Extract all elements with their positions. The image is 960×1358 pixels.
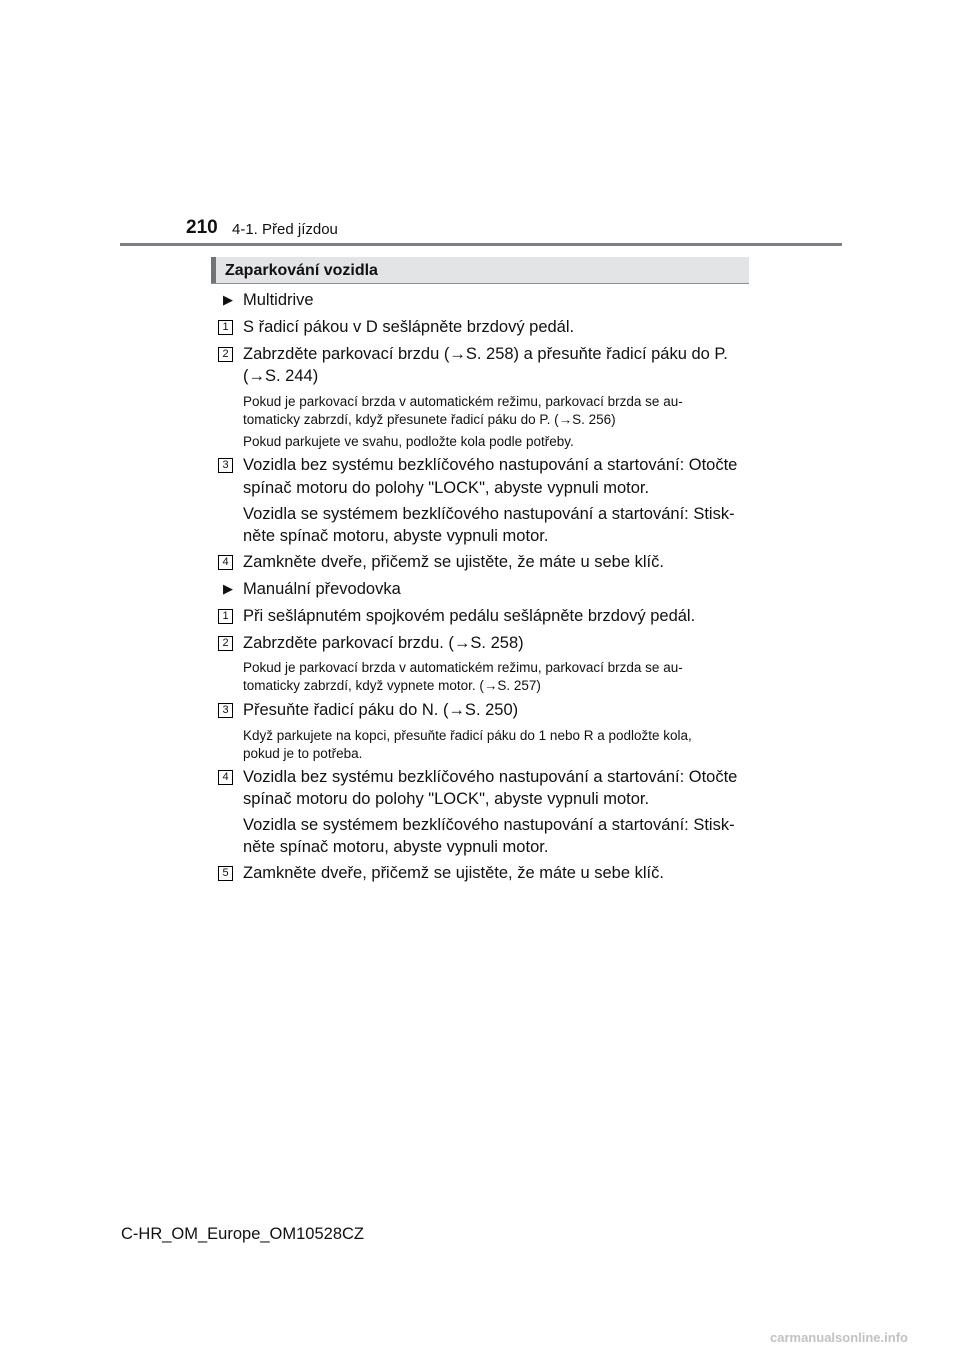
step-text: Vozidla se systémem bezklíčového nastupování a startování: Stisk- [243,505,735,523]
page-number: 210 [186,217,218,238]
step-number: 1 [218,320,233,335]
watermark: carmanualsonline.info [770,1330,908,1345]
section-title: Zaparkování vozidla [211,257,749,284]
step-text: Vozidla bez systému bezklíčového nastupování a startování: Otočte [243,456,738,474]
step-text: Zamkněte dveře, přičemž se ujistěte, že máte u sebe klíč. [243,864,664,882]
header-rule [120,243,842,246]
step-note: Pokud parkujete ve svahu, podložte kola podle potřeby. [243,434,574,449]
footer-document-id: C-HR_OM_Europe_OM10528CZ [121,1225,365,1243]
step-number: 1 [218,609,233,624]
subheading-manual: Manuální převodovka [243,580,401,598]
section-reference: 4-1. Před jízdou [232,221,338,238]
step-number: 3 [218,703,233,718]
step-text: něte spínač motoru, abyste vypnuli motor. [243,527,549,545]
subheading-multidrive: Multidrive [243,291,314,309]
step-text: spínač motoru do polohy "LOCK", abyste vypnuli motor. [243,479,650,497]
step-text: Zabrzděte parkovací brzdu. (→S. 258) [243,634,524,652]
step-note: pokud je to potřeba. [243,746,363,761]
step-note: Pokud je parkovací brzda v automatickém režimu, parkovací brzda se au- [243,660,683,675]
step-note: tomaticky zabrzdí, když vypnete motor. (→S. 257) [243,678,541,693]
step-text: Zabrzděte parkovací brzdu (→S. 258) a přesuňte řadicí páku do P. [243,345,728,363]
step-number: 5 [218,866,233,881]
step-text: Vozidla se systémem bezklíčového nastupování a startování: Stisk- [243,816,735,834]
step-number: 3 [218,458,233,473]
step-number: 2 [218,347,233,362]
step-text: S řadicí pákou v D sešlápněte brzdový pedál. [243,318,575,336]
step-text: Přesuňte řadicí páku do N. (→S. 250) [243,701,519,719]
step-text: Při sešlápnutém spojkovém pedálu sešlápněte brzdový pedál. [243,607,696,625]
step-number: 2 [218,636,233,651]
step-text: něte spínač motoru, abyste vypnuli motor. [243,838,549,856]
step-number: 4 [218,555,233,570]
triangle-right-icon: ▶ [223,292,233,307]
step-note: tomaticky zabrzdí, když přesunete řadicí páku do P. (→S. 256) [243,412,616,427]
step-text: (→S. 244) [243,367,319,385]
triangle-right-icon: ▶ [223,581,233,596]
step-text: Vozidla bez systému bezklíčového nastupování a startování: Otočte [243,768,738,786]
step-note: Pokud je parkovací brzda v automatickém režimu, parkovací brzda se au- [243,394,683,409]
step-number: 4 [218,770,233,785]
step-note: Když parkujete na kopci, přesuňte řadicí páku do 1 nebo R a podložte kola, [243,728,692,743]
step-text: Zamkněte dveře, přičemž se ujistěte, že máte u sebe klíč. [243,553,664,571]
step-text: spínač motoru do polohy "LOCK", abyste vypnuli motor. [243,790,650,808]
